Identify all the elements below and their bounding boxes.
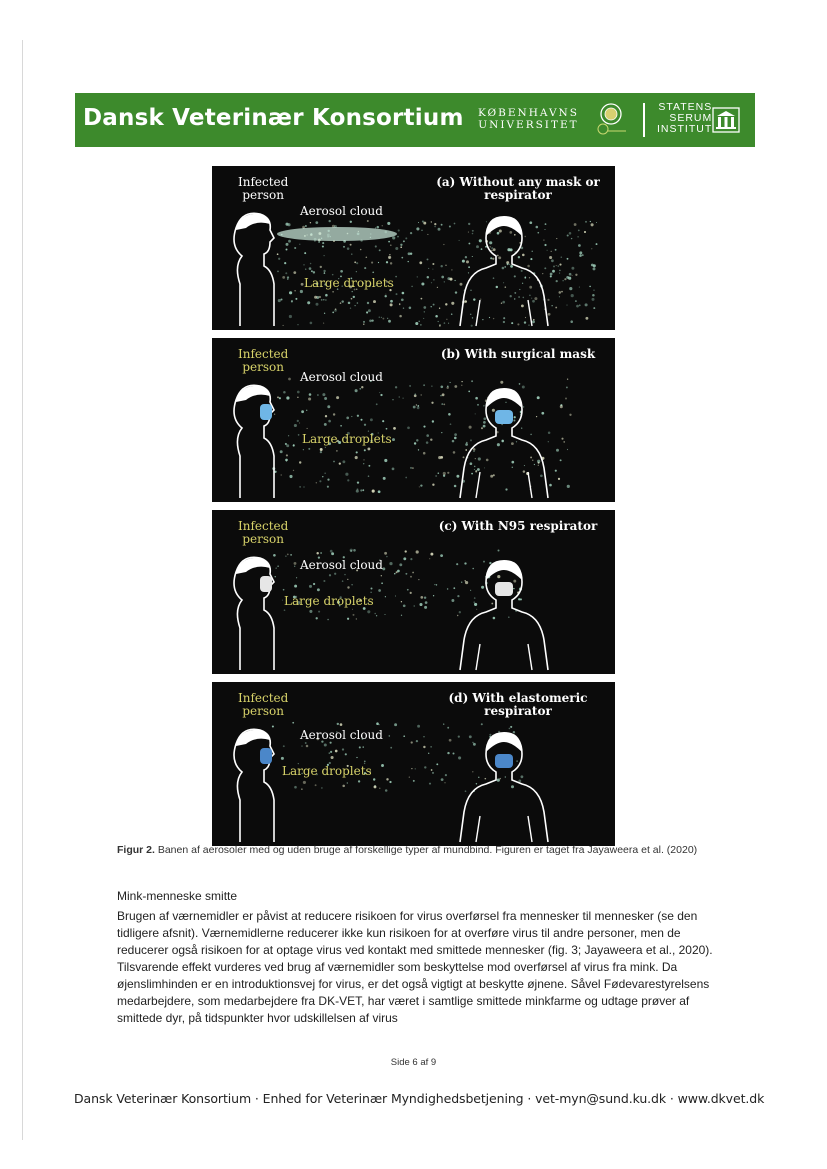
infected-word: Infected [238,347,289,361]
caption-text: Banen af aerosoler med og uden bruge af forskellige typer af mundbind. Figuren er taget fra Jayaweera et al. (2020) [157,844,698,856]
large-droplets-label: Large droplets [302,432,392,446]
mask-icon [495,410,513,424]
panel-label: (c) With N95 respirator [438,519,598,533]
aerosol-cloud-label: Aerosol cloud [300,558,383,572]
mask-icon [495,582,513,596]
infected-person-outline [234,385,274,498]
figure-panel [212,166,615,330]
large-droplets-label: Large droplets [304,276,394,290]
exposed-person-outline [460,562,548,670]
ssi-line2: SERUM [669,112,713,124]
infected-person-label [238,520,288,546]
figure-caption [117,843,717,857]
ku-line1: KØBENHAVNS [478,107,579,119]
person-word: person [242,532,284,546]
caption-prefix: Figur 2. [117,844,155,856]
exposed-person-outline [460,734,548,842]
large-droplets-label: Large droplets [282,764,372,778]
figure-panel [212,338,615,502]
ku-line2: UNIVERSITET [478,119,579,131]
aerosol-cloud-label: Aerosol cloud [300,728,383,742]
panel-label: (a) Without any mask or respirator [436,175,600,202]
mask-icon [495,754,513,768]
exposed-person-outline [460,218,548,326]
ssi-name [657,102,712,135]
footer-contact: Dansk Veterinær Konsortium · Enhed for Veterinær Myndighedsbetjening · vet-myn@sund.ku.dk · www.dkvet.dk [74,1091,765,1106]
infected-word: Infected [238,175,289,189]
infected-person-outline [234,213,274,326]
mask-icon [260,404,272,420]
infected-word: Infected [238,691,289,705]
figure-panel [212,510,615,674]
ku-name [478,107,579,131]
mask-icon [260,576,272,592]
section-heading: Mink-menneske smitte [117,889,238,903]
infected-person-label [238,692,288,718]
ku-seal-icon [596,101,626,135]
header-banner [75,93,755,147]
ssi-line1: STATENS [658,101,713,113]
large-droplets-label: Large droplets [284,594,374,608]
infected-word: Infected [238,519,289,533]
person-word: person [242,360,284,374]
header-title: Dansk Veterinær Konsortium [83,105,464,131]
infected-person-label [238,348,288,374]
page-edge-line [22,40,23,1140]
exposed-person-outline [460,390,548,498]
page-number: Side 6 af 9 [390,1057,437,1068]
person-word: person [242,704,284,718]
infected-person-outline [234,557,274,670]
body-paragraph: Brugen af værnemidler er påvist at reducere risikoen for virus overførsel fra mennesker til mennesker (se den tidligere afsnit). Værnemidlerne reducerer ikke kun risikoen for at overføre virus til andre personer, men de reducerer også risikoen for at optage virus ved kontakt med smittede mennesker (fig. 3; Jayaweera et al., 2020). Tilsvarende effekt vurderes ved brug af værnemidler som beskyttelse mod overførsel af virus fra mink. Da øjenslimhinden er en introduktionsvej for virus, er det også vigtigt at beskytte øjnene. Såvel Fødevarestyrelsens medarbejdere, som medarbejdere fra DK-VET, har været i samtlige smittede minkfarme og udtage prøver af smittede dyr, på tidspunkter hvor udskillelsen af virus [117,909,713,1025]
person-word: person [242,188,284,202]
panel-label: (d) With elastomeric respirator [448,691,588,718]
infected-person-label [238,176,288,202]
infected-person-outline [234,729,274,842]
panel-label: (b) With surgical mask [440,347,596,361]
header-divider [643,103,645,137]
mask-icon [260,748,272,764]
ssi-line3: INSTITUT [657,123,713,135]
ssi-building-icon [712,107,740,133]
aerosol-cloud-label: Aerosol cloud [300,370,383,384]
figure-aerosol-panels [212,166,615,854]
figure-panel [212,682,615,846]
aerosol-cloud-label: Aerosol cloud [300,204,383,218]
